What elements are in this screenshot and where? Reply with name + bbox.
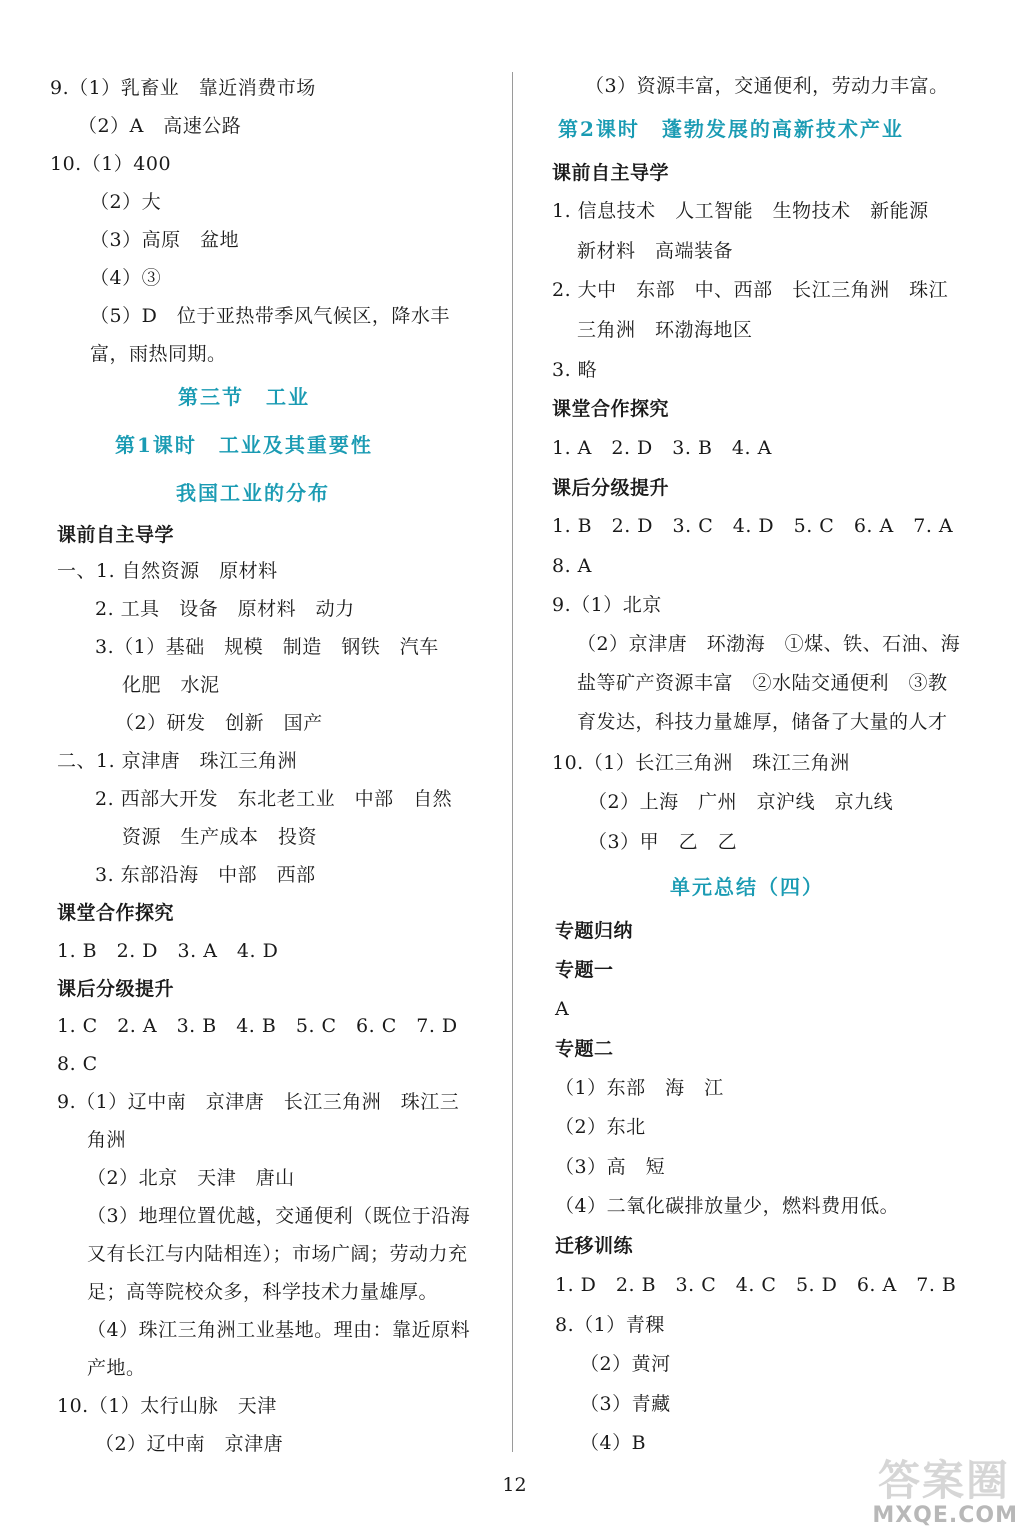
answer-line: 1. A 2. D 3. B 4. A bbox=[552, 437, 772, 459]
answer-line: 9.（1）乳畜业 靠近消费市场 bbox=[50, 77, 316, 99]
answer-line: 8. A bbox=[552, 555, 592, 577]
answer-line: 富，雨热同期。 bbox=[90, 343, 227, 365]
answer-line: 10.（1）太行山脉 天津 bbox=[57, 1395, 277, 1417]
answer-line: 育发达，科技力量雄厚，储备了大量的人才 bbox=[577, 711, 948, 733]
answer-line: 8. C bbox=[57, 1053, 98, 1075]
answer-line: 盐等矿产资源丰富 ②水陆交通便利 ③教 bbox=[577, 672, 948, 694]
section-heading: 专题归纳 bbox=[555, 920, 634, 942]
section-title: 第2课时 蓬勃发展的高新技术产业 bbox=[558, 117, 904, 141]
answer-line: 又有长江与内陆相连）；市场广阔；劳动力充 bbox=[87, 1243, 468, 1265]
answer-line: （1）东部 海 江 bbox=[555, 1077, 724, 1099]
answer-line: （4）③ bbox=[90, 267, 162, 289]
answer-line: （2）东北 bbox=[555, 1116, 646, 1138]
section-title: 第三节 工业 bbox=[178, 385, 310, 409]
section-title: 我国工业的分布 bbox=[176, 481, 330, 505]
answer-line: 3. 东部沿海 中部 西部 bbox=[95, 864, 316, 886]
answer-line: 9.（1）辽中南 京津唐 长江三角洲 珠江三 bbox=[57, 1091, 460, 1113]
section-heading: 专题一 bbox=[555, 959, 614, 981]
answer-line: 新材料 高端装备 bbox=[577, 240, 734, 262]
watermark-logo: 答案圈 bbox=[877, 1456, 1010, 1505]
answer-line: 10.（1）400 bbox=[50, 153, 172, 175]
answer-line: （2）大 bbox=[90, 191, 162, 213]
answer-line: 9.（1）北京 bbox=[552, 594, 662, 616]
answer-line: 化肥 水泥 bbox=[122, 674, 220, 696]
answer-line: （4）二氧化碳排放量少，燃料费用低。 bbox=[555, 1195, 900, 1217]
section-heading: 课堂合作探究 bbox=[552, 398, 670, 420]
answer-line: （2）黄河 bbox=[580, 1353, 671, 1375]
answer-line: （2）A 高速公路 bbox=[78, 115, 242, 137]
section-title: 单元总结（四） bbox=[670, 875, 824, 899]
answer-line: （3）地理位置优越，交通便利（既位于沿海 bbox=[87, 1205, 471, 1227]
answer-line: 足；高等院校众多，科学技术力量雄厚。 bbox=[87, 1281, 439, 1303]
watermark bbox=[838, 1448, 1024, 1532]
answer-line: （3）甲 乙 乙 bbox=[588, 831, 738, 853]
answer-line: 二、1. 京津唐 珠江三角洲 bbox=[57, 750, 298, 772]
answer-line: 2. 西部大开发 东北老工业 中部 自然 bbox=[95, 788, 453, 810]
answer-line: （2）辽中南 京津唐 bbox=[95, 1433, 284, 1455]
answer-line: 1. 信息技术 人工智能 生物技术 新能源 bbox=[552, 200, 929, 222]
answer-line: 1. B 2. D 3. A 4. D bbox=[57, 940, 279, 962]
section-title: 第1课时 工业及其重要性 bbox=[115, 433, 373, 457]
answer-line: （3）青藏 bbox=[580, 1393, 671, 1415]
answer-line: 1. C 2. A 3. B 4. B 5. C 6. C 7. D bbox=[57, 1015, 458, 1037]
watermark-site: MXQE.COM bbox=[872, 1503, 1018, 1528]
answer-line: 一、1. 自然资源 原材料 bbox=[57, 560, 278, 582]
answer-line: （5）D 位于亚热带季风气候区，降水丰 bbox=[90, 305, 450, 327]
answer-line: （2）上海 广州 京沪线 京九线 bbox=[588, 791, 894, 813]
answer-line: A bbox=[555, 998, 570, 1020]
answer-line: （2）北京 天津 唐山 bbox=[87, 1167, 295, 1189]
answer-line: 8.（1）青稞 bbox=[555, 1314, 665, 1336]
section-heading: 课后分级提升 bbox=[57, 978, 175, 1000]
answer-line: 1. D 2. B 3. C 4. C 5. D 6. A 7. B bbox=[555, 1274, 957, 1296]
answer-line: （4）珠江三角洲工业基地。理由：靠近原料 bbox=[87, 1319, 471, 1341]
answer-line: 产地。 bbox=[87, 1357, 146, 1379]
answer-line: 1. B 2. D 3. C 4. D 5. C 6. A 7. A bbox=[552, 515, 954, 537]
answer-line: （3）高原 盆地 bbox=[90, 229, 240, 251]
answer-line: （2）京津唐 环渤海 ①煤、铁、石油、海 bbox=[577, 633, 961, 655]
section-heading: 课前自主导学 bbox=[552, 162, 670, 184]
section-heading: 专题二 bbox=[555, 1038, 614, 1060]
section-heading: 课后分级提升 bbox=[552, 477, 670, 499]
column-divider bbox=[512, 72, 513, 1452]
answer-line: （4）B bbox=[580, 1432, 647, 1454]
answer-line: 三角洲 环渤海地区 bbox=[577, 319, 753, 341]
section-heading: 课堂合作探究 bbox=[57, 902, 175, 924]
answer-line: （2）研发 创新 国产 bbox=[115, 712, 323, 734]
answer-line: （3）资源丰富，交通便利，劳动力丰富。 bbox=[585, 75, 949, 97]
section-heading: 课前自主导学 bbox=[57, 524, 175, 546]
answer-line: 3.（1）基础 规模 制造 钢铁 汽车 bbox=[95, 636, 439, 658]
answer-line: 3. 略 bbox=[552, 359, 598, 381]
answer-line: 角洲 bbox=[87, 1129, 127, 1151]
answer-line: （3）高 短 bbox=[555, 1156, 666, 1178]
answer-line: 资源 生产成本 投资 bbox=[122, 826, 318, 848]
answer-line: 2. 工具 设备 原材料 动力 bbox=[95, 598, 355, 620]
answer-line: 10.（1）长江三角洲 珠江三角洲 bbox=[552, 752, 850, 774]
answer-line: 2. 大中 东部 中、西部 长江三角洲 珠江 bbox=[552, 279, 949, 301]
page-number: 12 bbox=[502, 1474, 527, 1496]
section-heading: 迁移训练 bbox=[555, 1235, 634, 1257]
